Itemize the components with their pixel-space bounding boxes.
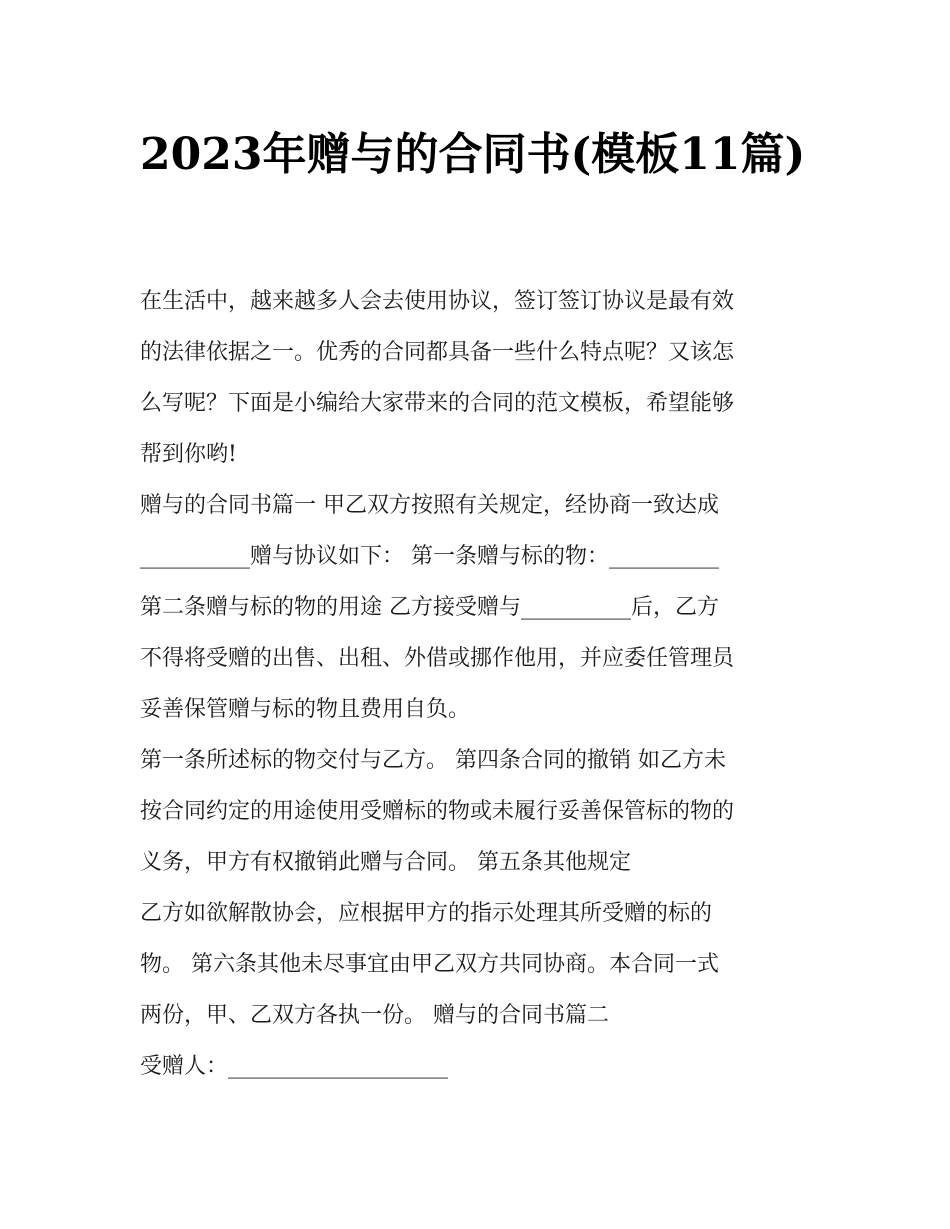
document-body <box>140 276 820 1092</box>
text-line: 第二条赠与标的物的用途 乙方接受赠与__________后，乙方 <box>140 595 719 620</box>
text-line: 乙方如欲解散协会，应根据甲方的指示处理其所受赠的标的 <box>140 901 713 926</box>
text-line: 赠与的合同书篇一 甲乙双方按照有关规定，经协商一致达成 <box>140 493 719 518</box>
text-line: 义务，甲方有权撤销此赠与合同。 第五条其他规定 <box>140 850 631 875</box>
text-line: 么写呢？下面是小编给大家带来的合同的范文模板，希望能够 <box>140 391 735 416</box>
text-line: 妥善保管赠与标的物且费用自负。 <box>140 697 471 722</box>
document-title: 2023年赠与的合同书(模板11篇) <box>140 129 806 180</box>
text-line: 的法律依据之一。优秀的合同都具备一些什么特点呢？又该怎 <box>140 340 735 365</box>
text-line: 帮到你哟! <box>140 442 237 467</box>
text-line: 在生活中，越来越多人会去使用协议，签订签订协议是最有效 <box>140 289 735 314</box>
text-line: 第一条所述标的物交付与乙方。 第四条合同的撤销 如乙方未 <box>140 748 726 773</box>
text-line: 不得将受赠的出售、出租、外借或挪作他用，并应委任管理员 <box>140 646 735 671</box>
text-line: 物。 第六条其他未尽事宜由甲乙双方共同协商。本合同一式 <box>140 952 719 977</box>
text-line: 按合同约定的用途使用受赠标的物或未履行妥善保管标的物的 <box>140 799 735 824</box>
text-line: __________赠与协议如下： 第一条赠与标的物：__________ <box>140 544 719 569</box>
text-line: 受赠人：____________________ <box>140 1054 449 1079</box>
text-line: 两份，甲、乙双方各执一份。 赠与的合同书篇二 <box>140 1003 609 1028</box>
